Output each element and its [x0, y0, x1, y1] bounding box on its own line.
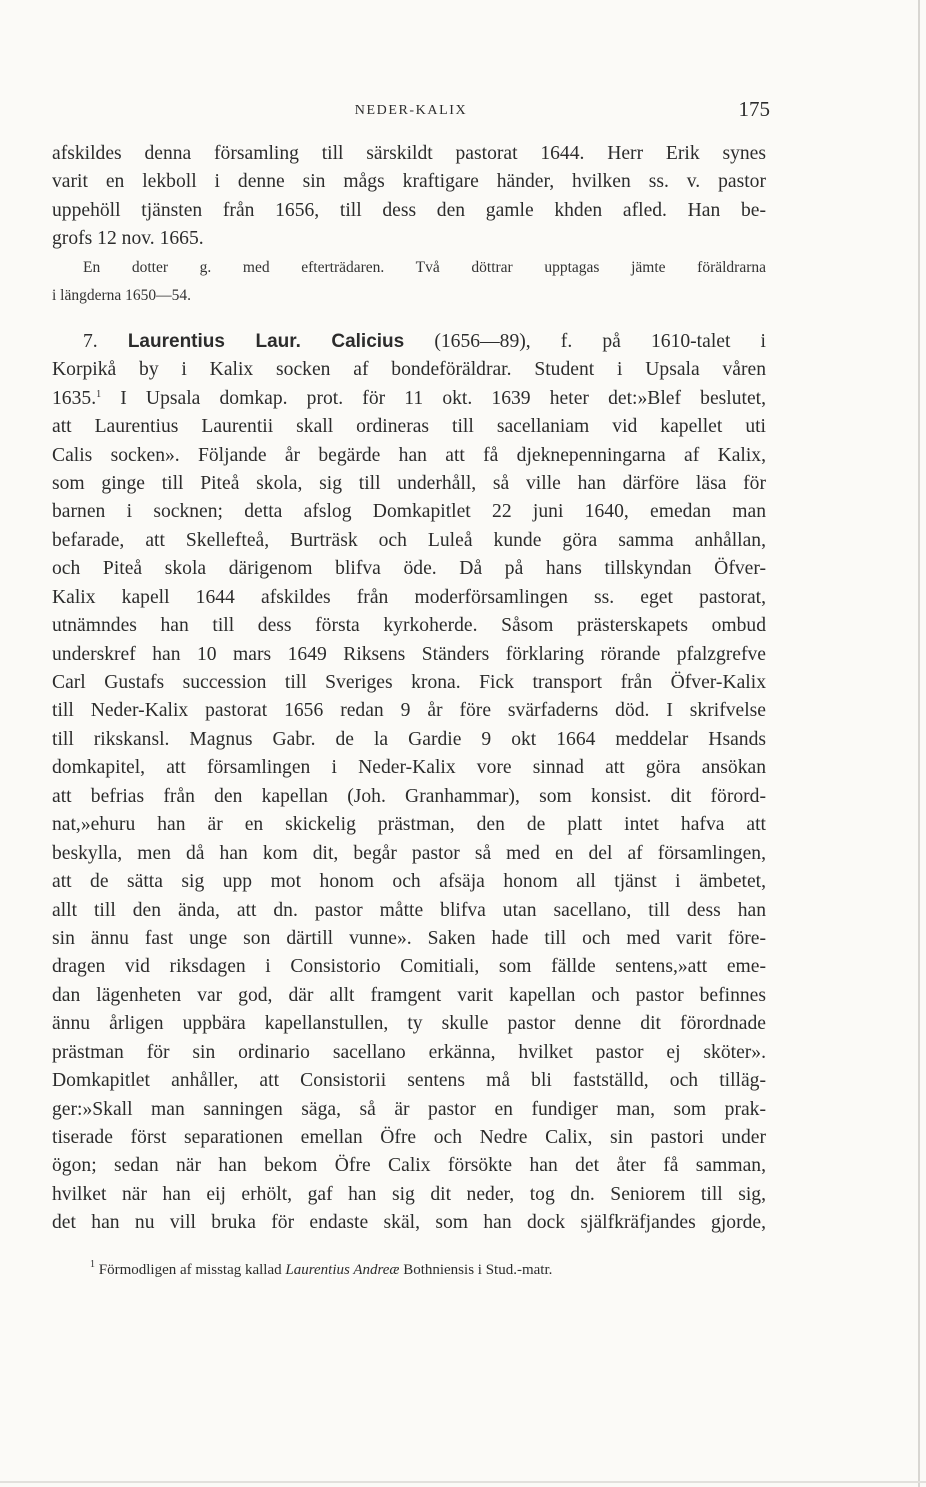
text-line: sin ännu fast unge son därtill vunne». Saken hade till och med varit före-	[52, 927, 766, 949]
body-text	[52, 140, 766, 1238]
text-line: grofs 12 nov. 1665.	[52, 228, 204, 250]
running-head: NEDER-KALIX	[354, 103, 468, 118]
text-line: utnämndes han till dess första kyrkoherde. Såsom prästerskapets ombud	[52, 615, 766, 637]
text-line: Carl Gustafs succession till Sveriges krona. Fick transport från Öfver-Kalix	[52, 672, 766, 693]
footnote-marker: 1	[90, 1259, 95, 1270]
footnote-text: Förmodligen af misstag kallad	[95, 1262, 286, 1278]
text-fragment: I Upsala domkap. prot. för 11 okt. 1639 heter det:»Blef beslutet,	[101, 387, 766, 409]
text-line: uppehöll tjänsten från 1656, till dess den gamle khden afled. Han be-	[52, 199, 766, 221]
text-line: Kalix kapell 1644 afskildes från moderförsamlingen ss. eget pastorat,	[52, 586, 766, 608]
text-line: nat,»ehuru han är en skickelig prästman, den de platt intet hafva att	[52, 814, 766, 836]
note-line: En dotter g. med efterträdaren. Två döttrar upptagas jämte föräldrarna	[83, 258, 766, 276]
footnote-text-end: Bothniensis i Stud.-matr.	[399, 1262, 553, 1278]
footnote	[90, 1259, 553, 1279]
text-line: och Piteå skola därigenom blifva öde. Då på hans tillskyndan Öfver-	[52, 558, 766, 580]
entry-number: 7.	[83, 330, 98, 352]
text-line: att Laurentius Laurentii skall ordineras till sacellaniam vid kapellet uti	[52, 416, 766, 438]
text-line: underskref han 10 mars 1649 Riksens Ständers förklaring rörande pfalzgrefve	[52, 643, 766, 665]
entry-name: Laurentius Laur. Calicius	[127, 330, 405, 352]
text-line: hvilket när han eij erhölt, gaf han sig dit neder, tog dn. Seniorem till sig,	[52, 1183, 766, 1205]
text-line: dragen vid riksdagen i Consistorio Comitiali, som fällde sentens,»att eme-	[52, 956, 766, 978]
page-edge-bottom	[0, 1481, 926, 1483]
page-header	[52, 97, 770, 127]
entry-first-line: (1656—89), f. på 1610-talet i	[434, 330, 766, 352]
text-line: ögon; sedan när han bekom Öfre Calix försökte han det åter få samman,	[52, 1155, 766, 1177]
text-line: prästman för sin ordinario sacellano erkänna, hvilket pastor ej sköter».	[52, 1041, 766, 1063]
entry-heading-line	[52, 328, 766, 356]
text-line: att befrias från den kapellan (Joh. Granhammar), som konsist. dit förord-	[52, 785, 766, 807]
text-fragment: 1635.	[52, 387, 97, 409]
text-line: som ginge till Piteå skola, sig till underhåll, så ville han därföre läsa för	[52, 472, 766, 494]
text-line: afskildes denna församling till särskildt pastorat 1644. Herr Erik synes	[52, 143, 766, 164]
text-line: tiserade först separationen emellan Öfre och Nedre Calix, sin pastori under	[52, 1127, 766, 1148]
text-line: allt till den ända, att dn. pastor måtte blifva utan sacellano, till dess han	[52, 899, 766, 921]
footnote-reference[interactable]: 1	[96, 388, 102, 400]
text-line: dan lägenheten var god, där allt framgent varit kapellan och pastor befinnes	[52, 984, 766, 1006]
text-line	[52, 385, 766, 413]
text-line: domkapitel, att församlingen i Neder-Kalix vore sinnad att göra ansökan	[52, 757, 766, 779]
text-line: att de sätta sig upp mot honom och afsäja honom all tjänst i ämbetet,	[52, 871, 766, 893]
text-line: ger:»Skall man sanningen säga, så är pastor en fundiger man, som prak-	[52, 1098, 766, 1120]
text-line: varit en lekboll i denne sin mågs kraftigare händer, hvilken ss. v. pastor	[52, 171, 766, 193]
text-line: befarade, att Skellefteå, Burträsk och Luleå kunde göra samma anhållan,	[52, 529, 766, 551]
entry-body	[52, 413, 766, 1238]
note-line: i längderna 1650—54.	[52, 286, 192, 304]
page-number: 175	[738, 97, 770, 121]
text-line: ännu årligen uppbära kapellanstullen, ty skulle pastor denne dit förordnade	[52, 1013, 766, 1035]
text-line: barnen i socknen; detta afslog Domkapitlet 22 juni 1640, emedan man	[52, 501, 766, 523]
footnote-italic-name: Laurentius Andreæ	[285, 1262, 400, 1278]
text-line: Korpikå by i Kalix socken af bondeföräldrar. Student i Upsala våren	[52, 359, 766, 381]
text-line: till rikskansl. Magnus Gabr. de la Gardie 9 okt 1664 meddelar Hsands	[52, 728, 766, 750]
page-edge-right	[918, 0, 920, 1487]
section-gap	[52, 310, 766, 328]
text-line: det han nu vill bruka för endaste skäl, som han dock själfkräfjandes gjorde,	[52, 1212, 766, 1234]
text-line: beskylla, men då han kom dit, begår pastor så med en del af församlingen,	[52, 842, 766, 864]
text-line: till Neder-Kalix pastorat 1656 redan 9 år före svärfaderns död. I skrifvelse	[52, 700, 766, 722]
text-line: Calis socken». Följande år begärde han att få djeknepenningarna af Kalix,	[52, 444, 766, 466]
text-line: Domkapitlet anhåller, att Consistorii sentens må bli fastställd, och tilläg-	[52, 1070, 766, 1092]
